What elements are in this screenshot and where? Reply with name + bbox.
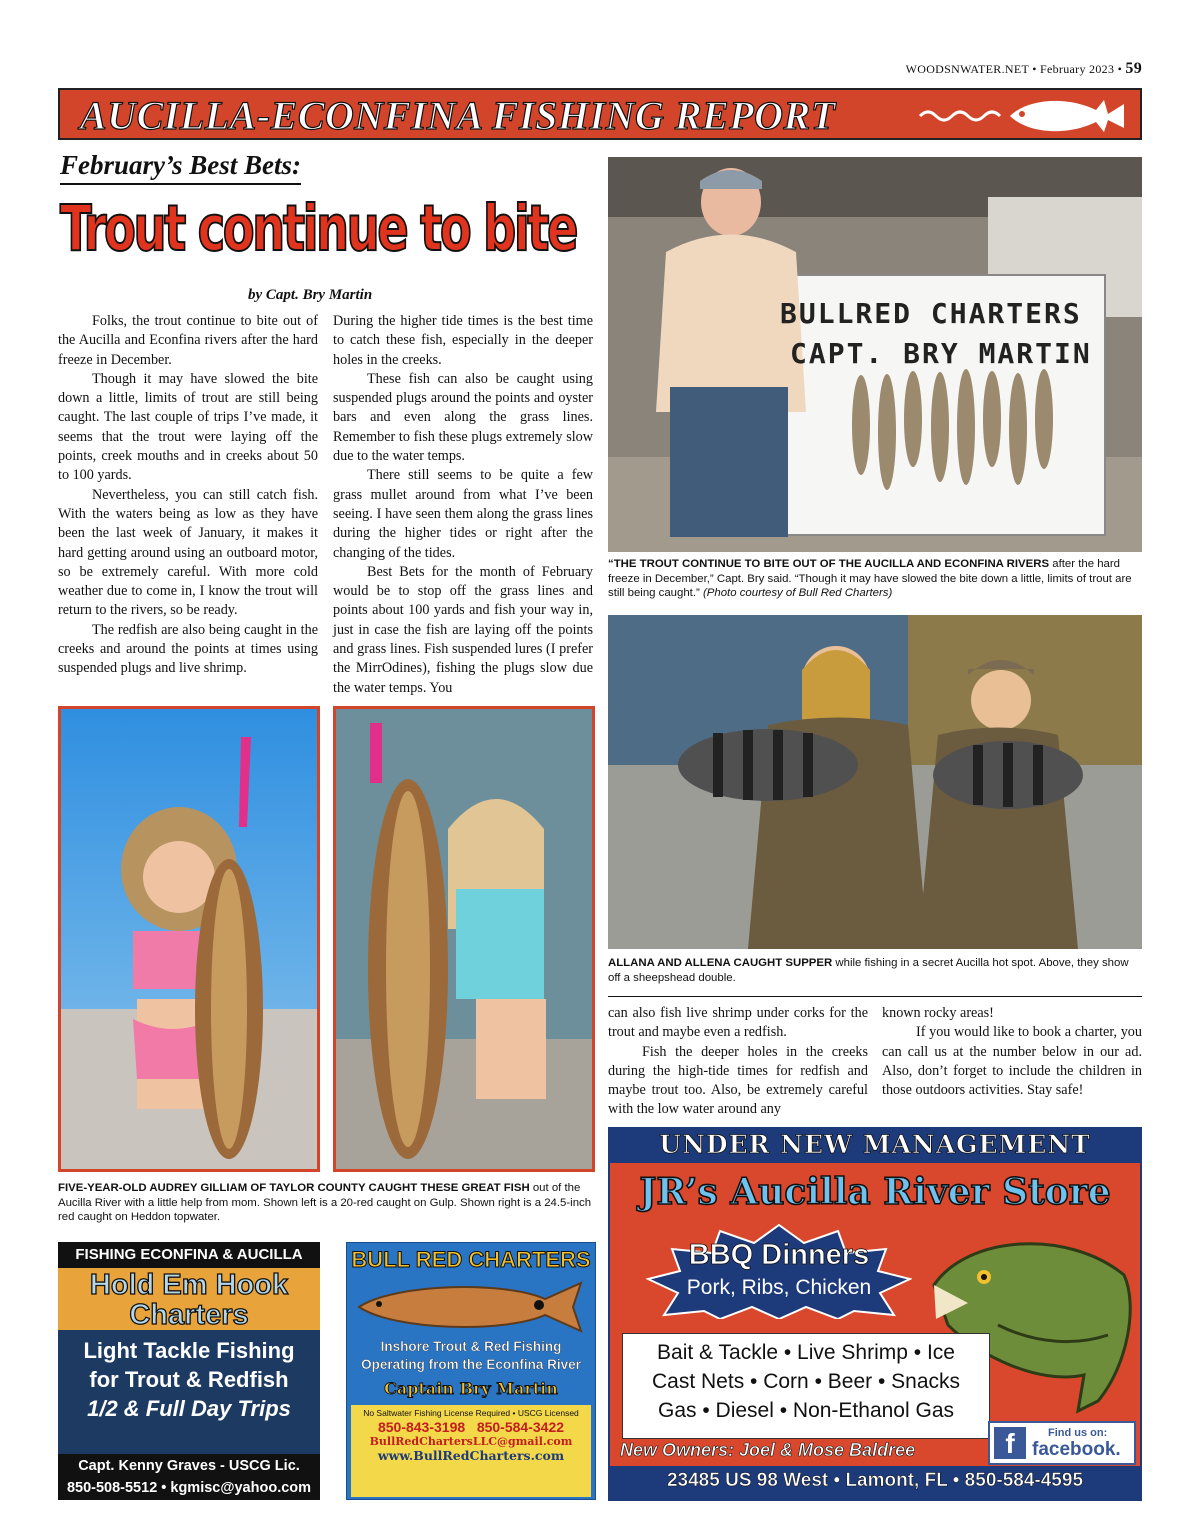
article-paragraph: The redfish are also being caught in the creeks and around the points at times using suspended plugs and live shrimp.	[58, 621, 318, 677]
ad-jrs-products-box	[622, 1333, 990, 1439]
folio-separator: •	[1117, 62, 1123, 76]
fish-icon	[918, 92, 1140, 138]
article-paragraph: If you would like to book a charter, you can call us at the number below in our ad. Also, don’t forget to include the children in those outdoors activities. Stay safe!	[882, 1024, 1142, 1099]
ad-bullred-web: www.BullRedCharters.com	[377, 1448, 565, 1463]
article-paragraph: Nevertheless, you can still catch fish. With the waters being as low as they have been the last week of January, it makes it hard getting around using an outboard motor, so be extremely careful. With more cold weather due to come in, I know the trout will return to the rivers, so be ready.	[58, 486, 318, 619]
ad-holdem-line-1: Light Tackle Fishing	[83, 1338, 295, 1363]
article-paragraph: Though it may have slowed the bite down a little, limits of trout are still being caught. The last couple of trips I’ve made, it seems that the trout were laying off the points, creek mouths and in creeks about 50 to 100 yards.	[58, 370, 318, 484]
byline: by Capt. Bry Martin	[248, 287, 373, 303]
facebook-find-us: Find us on:	[1048, 1427, 1108, 1439]
photo-credit: (Photo courtesy of Bull Red Charters)	[702, 587, 893, 599]
ad-bullred-captain: Captain Bry Martin	[384, 1379, 558, 1398]
ad-bullred-line-2: Operating from the Econfina River	[361, 1357, 581, 1372]
ad-holdem-name-2: Charters	[129, 1299, 249, 1331]
ad-jrs-line-2: Cast Nets • Corn • Beer • Snacks	[652, 1370, 960, 1393]
ad-bullred-line-1: Inshore Trout & Red Fishing	[380, 1339, 562, 1354]
kicker: February’s Best Bets:	[60, 150, 301, 185]
ad-holdem-line-2: for Trout & Redfish	[89, 1367, 289, 1392]
photo-caption-captain	[608, 557, 1142, 601]
ad-bullred-contact-box	[351, 1405, 591, 1497]
ad-jrs-line-1: Bait & Tackle • Live Shrimp • Ice	[657, 1341, 955, 1364]
photo-caption-audrey	[58, 1181, 595, 1225]
photo-caption-sheepshead	[608, 956, 1142, 985]
facebook-badge[interactable]	[988, 1421, 1136, 1465]
facebook-wordmark: facebook.	[1032, 1439, 1121, 1460]
photo-girl-redfish-left	[58, 706, 320, 1172]
ad-bullred-name: BULL RED CHARTERS	[351, 1247, 591, 1272]
ad-holdem-name-1: Hold Em Hook	[89, 1269, 289, 1301]
divider	[608, 996, 1142, 997]
article-paragraph: Fish the deeper holes in the creeks during the high-tide times for redfish and maybe trout too. Also, be extremely careful with the low water around any	[608, 1043, 868, 1118]
ad-holdem-top: FISHING ECONFINA & AUCILLA	[58, 1242, 320, 1268]
sign-text-line-2: CAPT. BRY MARTIN	[790, 337, 1092, 370]
ad-jrs-address: 23485 US 98 West • Lamont, FL • 850-584-4595	[666, 1470, 1084, 1491]
ad-holdem-contact: 850-508-5512 • kgmisc@yahoo.com	[66, 1480, 312, 1496]
page-number: 59	[1125, 60, 1142, 77]
photo-sheepshead	[608, 615, 1142, 949]
ad-hold-em-hook	[58, 1242, 320, 1500]
article-paragraph: There still seems to be quite a few grass mullet around from what I’ve been seeing. I have seen them along the grass lines during the higher tides or right after the changing of the tides.	[333, 467, 593, 561]
ad-jrs-aucilla-river-store	[608, 1127, 1142, 1501]
facebook-icon: f	[994, 1427, 1026, 1459]
ad-jrs-name: JR’s Aucilla River Store	[639, 1171, 1111, 1213]
ad-jrs-bbq: BBQ Dinners	[688, 1239, 870, 1271]
ad-jrs-line-3: Gas • Diesel • Non-Ethanol Gas	[658, 1399, 954, 1422]
ad-jrs-bbq-items: Pork, Ribs, Chicken	[686, 1276, 872, 1299]
photo-girl-left-illustration	[61, 709, 317, 1169]
ad-holdem-captain: Capt. Kenny Graves - USCG Lic.	[78, 1458, 300, 1474]
folio-separator: •	[1032, 62, 1037, 76]
ad-bull-red-charters	[346, 1242, 596, 1500]
article-column-3	[608, 1004, 868, 1120]
caption-lead: FIVE-YEAR-OLD AUDREY GILLIAM OF TAYLOR COUNTY CAUGHT THESE GREAT FISH	[58, 1182, 530, 1194]
article-column-4	[882, 1004, 1142, 1100]
article-paragraph: can also fish live shrimp under corks for the trout and maybe even a redfish.	[608, 1005, 868, 1041]
article-column-2	[333, 312, 593, 698]
photo-sheepshead-illustration	[608, 615, 1142, 949]
article-paragraph: Folks, the trout continue to bite out of the Aucilla and Econfina rivers after the hard freeze in December.	[58, 313, 318, 368]
article-column-1	[58, 312, 318, 679]
photo-girl-right-illustration	[336, 709, 592, 1169]
caption-text: while fishing in a secret Aucilla hot spot. Above, they show off a sheepshead double.	[608, 957, 1129, 984]
ad-bullred-phone-2: 850-584-3422	[476, 1419, 565, 1435]
article-paragraph: Best Bets for the month of February would be to stop off the grass lines and points about 100 yards and fish your way in, just in case the fish are laying off the points and grass lines. Fish suspended lures (I prefer the MirrOdines), fishing the plugs slow due the water temps. You	[333, 563, 593, 696]
article-paragraph: These fish can also be caught using suspended plugs around the points and oyster bars and even along the grass lines. Remember to fish these plugs extremely slow due to the water temps.	[333, 370, 593, 465]
caption-lead: ALLANA AND ALLENA CAUGHT SUPPER	[608, 957, 833, 969]
folio-site: WOODSNWATER.NET	[905, 62, 1029, 76]
photo-girl-redfish-right	[333, 706, 595, 1172]
banner-title: AUCILLA-ECONFINA FISHING REPORT	[80, 93, 836, 138]
redfish-icon	[355, 1277, 587, 1335]
ad-jrs-owners: New Owners: Joel & Mose Baldree	[620, 1440, 916, 1460]
ad-jrs-header: UNDER NEW MANAGEMENT	[659, 1130, 1091, 1159]
ad-bullred-license: No Saltwater Fishing License Required • USCG Licensed	[363, 1408, 579, 1418]
caption-text: after the hard freeze in December,” Capt. Bry said. “Though it may have slowed the bite down a little, limits of trout are still being caught.”	[608, 558, 1132, 599]
caption-text: out of the Aucilla River with a little help from mom. Shown left is a 20-red caught on Gulp. Shown right is a 24.5-inch red caught on Heddon topwater.	[58, 1182, 592, 1223]
caption-lead: “THE TROUT CONTINUE TO BITE OUT OF THE AUCILLA AND ECONFINA RIVERS	[608, 558, 1050, 570]
article-paragraph: known rocky areas!	[882, 1005, 994, 1021]
ad-bullred-phone-1: 850-843-3198	[377, 1419, 466, 1435]
sign-text-line-1: BULLRED CHARTERS	[780, 297, 1082, 330]
page-folio	[906, 60, 1142, 78]
photo-captain-sign	[608, 157, 1142, 552]
ad-bullred-email: BullRedChartersLLC@gmail.com	[369, 1435, 573, 1448]
section-banner	[58, 88, 1142, 140]
folio-issue: February 2023	[1040, 62, 1115, 76]
ad-holdem-line-3: 1/2 & Full Day Trips	[87, 1396, 291, 1421]
article-paragraph: During the higher tide times is the best time to catch these fish, especially in the deeper holes in the creeks.	[333, 313, 593, 368]
headline: Trout continue to bite	[60, 192, 577, 265]
